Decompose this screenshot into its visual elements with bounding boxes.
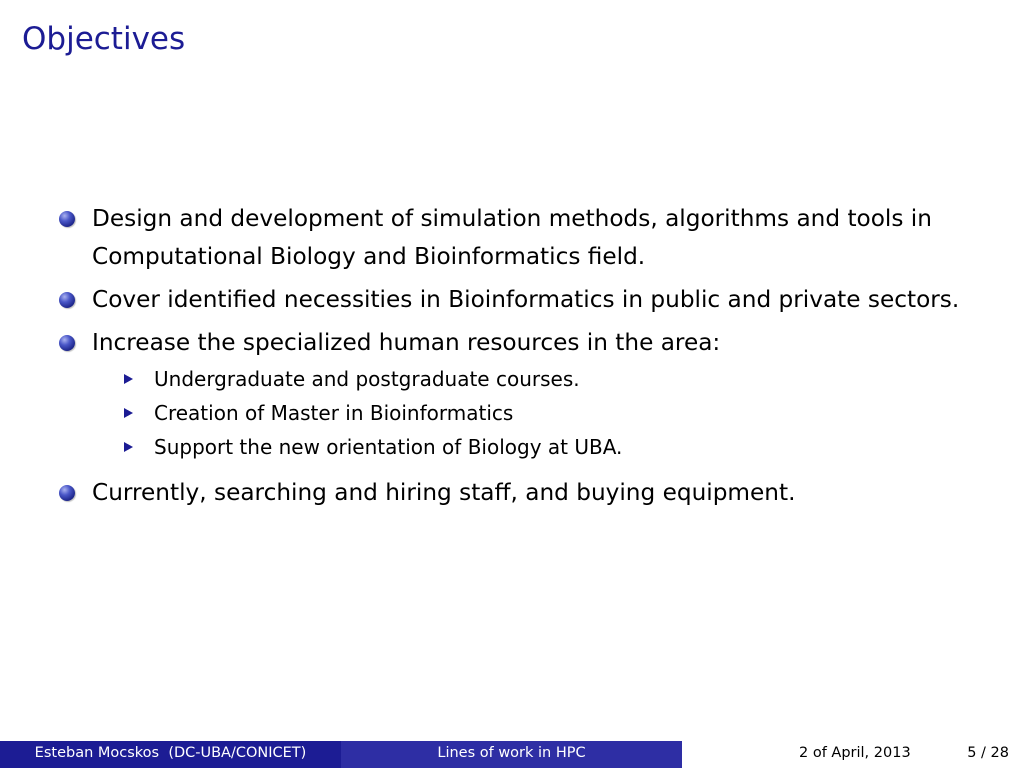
sub-bullet-list bbox=[56, 362, 996, 464]
bullet-item bbox=[56, 281, 996, 319]
ball-bullet-icon bbox=[59, 485, 75, 501]
bullet-text: Design and development of simulation methods, algorithms and tools in Computational Biology and Bioinformatics field. bbox=[92, 205, 932, 270]
footer-bar bbox=[0, 741, 1024, 768]
bullet-text: Cover identified necessities in Bioinformatics in public and private sectors. bbox=[92, 286, 960, 313]
sub-bullet-item bbox=[56, 362, 996, 396]
footer-date: 2 of April, 2013 bbox=[799, 745, 911, 761]
footer-short-title: Lines of work in HPC bbox=[341, 741, 682, 768]
frame-title: Objectives bbox=[22, 21, 186, 57]
page-number: 5 / 28 bbox=[967, 745, 1009, 761]
triangle-bullet-icon bbox=[124, 408, 133, 418]
sub-bullet-text: Creation of Master in Bioinformatics bbox=[154, 401, 514, 425]
sub-bullet-item bbox=[56, 396, 996, 430]
sub-bullet-text: Support the new orientation of Biology at UBA. bbox=[154, 435, 623, 459]
bullet-item bbox=[56, 474, 996, 512]
bullet-text: Increase the specialized human resources in the area: bbox=[92, 329, 721, 356]
ball-bullet-icon bbox=[59, 335, 75, 351]
bullet-item bbox=[56, 200, 996, 276]
bullet-list bbox=[56, 200, 996, 517]
ball-bullet-icon bbox=[59, 211, 75, 227]
bullet-item bbox=[56, 324, 996, 362]
ball-bullet-icon bbox=[59, 292, 75, 308]
footer-right bbox=[682, 741, 1024, 768]
bullet-text: Currently, searching and hiring staff, and buying equipment. bbox=[92, 479, 796, 506]
triangle-bullet-icon bbox=[124, 442, 133, 452]
sub-bullet-text: Undergraduate and postgraduate courses. bbox=[154, 367, 580, 391]
sub-bullet-item bbox=[56, 430, 996, 464]
triangle-bullet-icon bbox=[124, 374, 133, 384]
footer-author: Esteban Mocskos (DC-UBA/CONICET) bbox=[0, 741, 341, 768]
